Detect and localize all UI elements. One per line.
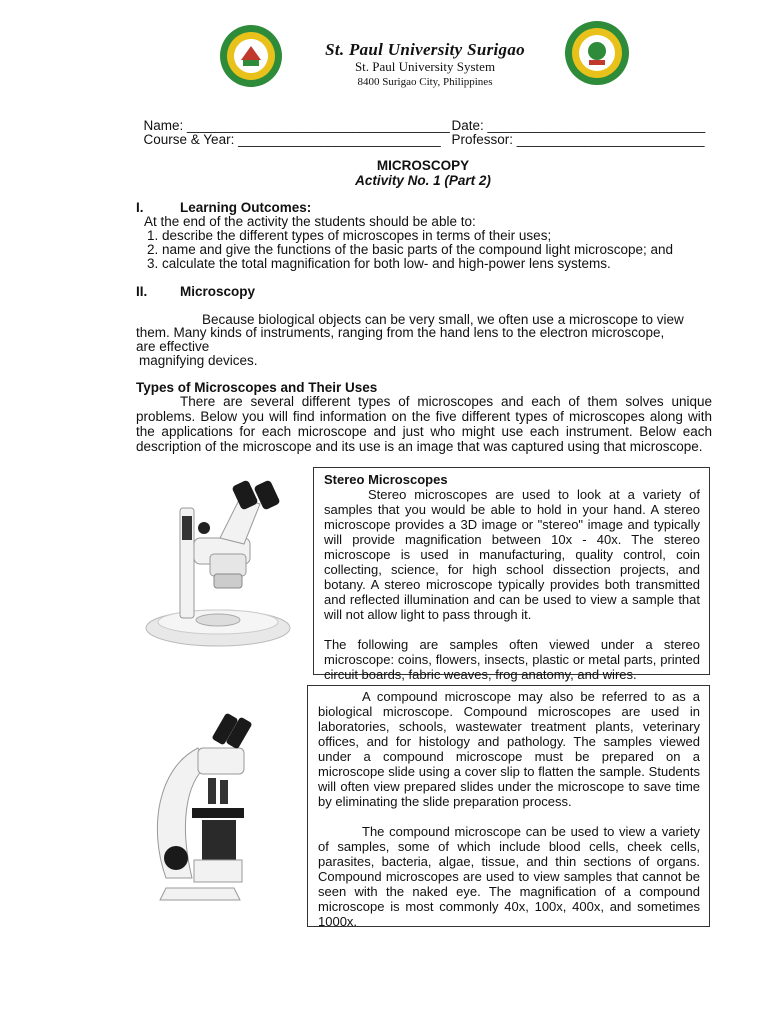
section2-heading: Microscopy xyxy=(180,284,256,299)
microscopy-para-line1: Because biological objects can be very small, we often use a microscope to view xyxy=(202,312,684,327)
course-year-field[interactable] xyxy=(136,117,441,147)
section1-number: I. xyxy=(136,200,144,215)
section1-intro: At the end of the activity the students should be able to: xyxy=(144,214,476,229)
compound-microscope-box xyxy=(307,685,710,927)
compound-microscope-image xyxy=(148,708,252,904)
university-system: St. Paul University System xyxy=(354,59,496,74)
types-heading: Types of Microscopes and Their Uses xyxy=(136,380,378,395)
university-name: St. Paul University Surigao xyxy=(325,40,525,59)
document-subtitle: Activity No. 1 (Part 2) xyxy=(355,173,491,188)
outcome-item-2: 2. name and give the functions of the basic parts of the compound light microscope; and xyxy=(147,242,674,257)
stereo-box-para2: The following are samples often viewed under a stereo microscope: coins, flowers, insects, plastic or metal parts, printed circuit boards, fabric weaves, frog anatomy, and wires. xyxy=(324,637,700,682)
section1-heading: Learning Outcomes: xyxy=(180,200,312,215)
microscopy-para-line2: them. Many kinds of instruments, ranging from the hand lens to the electron microscope, xyxy=(136,325,665,340)
microscopy-para-line3: are effective xyxy=(136,339,210,354)
stereo-microscope-box xyxy=(313,467,710,682)
stereo-box-title: Stereo Microscopes xyxy=(324,472,448,487)
university-seal-left-icon xyxy=(219,24,283,88)
stereo-microscope-image xyxy=(140,468,296,648)
outcome-item-1: 1. describe the different types of microscopes in terms of their uses; xyxy=(147,228,552,243)
university-address: 8400 Surigao City, Philippines xyxy=(357,76,493,88)
university-seal-right-icon xyxy=(564,20,630,86)
compound-box-para2: The compound microscope can be used to view a variety of samples, some of which include blood cells, cheek cells, parasites, bacteria, algae, tissue, and thin sections of organs. Compound microscopes are used to view samples that cannot be seen with the naked eye. The magnification of a compound microscope is most commonly 40x, 100x, 400x, and sometimes 1000x. xyxy=(318,824,700,929)
name-blank[interactable]: ___________________________________ xyxy=(183,118,450,133)
types-paragraph: There are several different types of microscopes and each of them solves unique problems. Below you will find information on the five different types of microscopes along with the applications for each microscope and just who might use each instrument. Below each description of the microscope and its use is an image that was captured using that microscope. xyxy=(136,394,712,454)
date-blank[interactable]: _____________________________ xyxy=(483,118,706,133)
professor-field[interactable] xyxy=(444,117,705,147)
date-label: Date: xyxy=(451,118,484,133)
document-title: MICROSCOPY xyxy=(376,158,470,173)
compound-box-para1: A compound microscope may also be referred to as a biological microscope. Compound microscopes are used in laboratories, schools, wastewater treatment plants, veterinary offices, and for histology and pathology. The samples viewed under a compound microscope must be prepared on a microscope slide using a cover slip to flatten the sample. Students will often view prepared slides under the microscope to save time by eliminating the slide preparation process. xyxy=(318,689,700,809)
professor-blank[interactable]: _________________________ xyxy=(513,132,705,147)
course-year-label: Course & Year: xyxy=(143,132,235,147)
outcome-item-3: 3. calculate the total magnification for both low- and high-power lens systems. xyxy=(147,256,611,271)
course-year-blank[interactable]: ___________________________ xyxy=(234,132,441,147)
name-label: Name: xyxy=(143,118,184,133)
section2-number: II. xyxy=(136,284,148,299)
professor-label: Professor: xyxy=(451,132,514,147)
stereo-box-para1: Stereo microscopes are used to look at a variety of samples that you would be able to hold in your hand. A stereo microscope provides a 3D image or "stereo" image and typically will provide magnification between 10x - 40x. The stereo microscope is used in manufacturing, quality control, coin collecting, science, for high school dissection projects, and botany. A stereo microscope typically provides both transmitted and reflected illumination and can be used to view a sample that will not allow light to pass through it. xyxy=(324,487,700,622)
microscopy-para-line4: magnifying devices. xyxy=(139,353,258,368)
